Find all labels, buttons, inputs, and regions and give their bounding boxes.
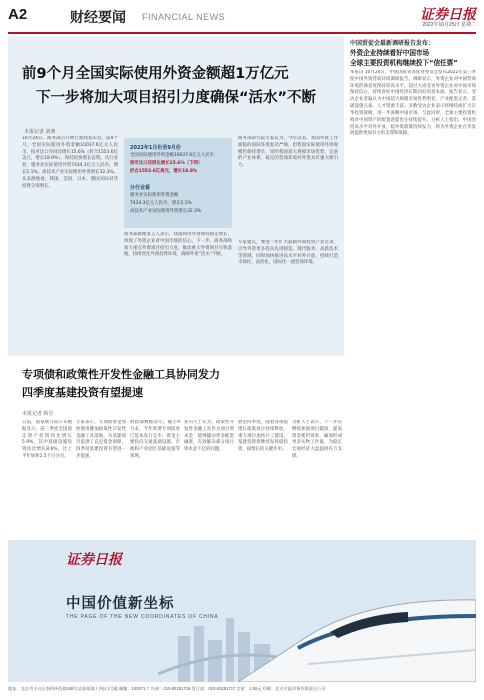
page-header <box>8 4 476 30</box>
lead-body-col4: 专家建议，要进一步扩大鼓励外商投资产业目录，引导外资更多投向先进制造、现代服务、高新技术等领域，同时加快推进高水平对外开放，持续打造市场化、法治化、国际化一流营商环境。 <box>238 240 338 266</box>
header-divider <box>8 32 476 34</box>
sidebar-headline-line1: 外资企业持续看好中国市场 <box>350 49 430 57</box>
sidebar-body: 本报讯 10月24日，中国国际贸易促进委员会发布2022年第三季度中国外资营商环境调研报告。调研显示，外资企业对中国营商环境的满意度保持较高水平，超过九成受访外资企业对中国市场保持信心，持续看好中国经济长期向好的基本面。报告显示，受访企业普遍认为中国超大规模市场优势明显，产业配套完善，基础设施完备，人才资源丰富。多数受访企业表示将维持或扩大在华投资规模，进一步深耕中国市场。与此同时，全球主要投资机构对中国资产的配置意愿也在持续提升。分析人士指出，中国坚持高水平对外开放，稳外资政策持续发力，将为外资企业在华发展提供更加有力的支撑和保障。 <box>350 70 476 137</box>
infobox-line: 全国实际使用外资金额10037.6亿元人民币 <box>130 153 215 158</box>
lead-body-col2: 商务部新闻发言人表示，我国利用外资保持稳定增长，体现了外资企业对中国市场的信心。下一步，商务部将加大重点外资项目招引力度，推动重大外资项目尽快落地，持续优化外商投资环境，确保外资“活水”不断。 <box>124 232 232 258</box>
ad-headline: 中国价值新坐标 <box>66 596 175 612</box>
lead-headline-line2: 下一步将加大项目招引力度确保“活水”不断 <box>36 90 317 106</box>
data-highlight-box <box>124 138 232 228</box>
ad-masthead-logo: 证券日报 <box>66 552 122 568</box>
second-body-col1: 日前，国家统计局公布数据显示，前三季度全国固定资产投资同比增长5.9%，其中基础设施投资同比增长8.6%，比上半年加快1.5个百分点。 <box>22 420 72 460</box>
infobox-line: 7434.3亿元人民币，增长5.1% <box>130 201 192 206</box>
section-title: 财经要闻 <box>70 10 126 26</box>
sidebar-kicker: 中国贸促会最新调研报告发布： <box>350 40 435 47</box>
sidebar-headline-line2: 全球主要投资机构继续投下“信任票” <box>350 59 458 67</box>
train-illustration <box>238 600 476 682</box>
section-title-en: FINANCIAL NEWS <box>142 12 226 22</box>
lead-byline: 本报记者 刘萌 <box>24 129 56 135</box>
second-body-col4: 业内人士认为，政策性开发性金融工具作为项目资本金，能够撬动更多配套融资，有效解决部分项目资本金不足的问题。 <box>184 420 234 453</box>
infobox-line: 折合1553.6亿美元，增长18.9% <box>130 169 198 174</box>
infobox-subheading: 分行业看 <box>130 185 151 191</box>
second-body-col2: 专家表示，专项债资金加快使用叠加政策性开发性金融工具落地，为基建项目提供了充足资金保障，四季度基建投资有望进一步提速。 <box>76 420 126 460</box>
infobox-line: 服务业实际使用外资金额 <box>130 193 179 198</box>
second-byline: 本报记者 韩昱 <box>22 411 54 417</box>
lead-body-col3: 商务部研究院专家认为，今年以来，我国外资工作面临的国际环境复杂严峻，但我国实际使用外资规模仍保持增长，说明我国超大规模市场优势、完备的产业体系、稳定的营商环境对外资具有强大吸引力。 <box>238 136 338 169</box>
issue-date: 2022年10月25日 星期二 <box>422 22 476 28</box>
infobox-line: 高技术产业实际使用外资增长32.3% <box>130 209 202 214</box>
infobox-heading: 2022年1月份至9月份 <box>130 145 181 151</box>
ad-subheadline: THE PAGE OF THE NEW COORDINATES OF CHINA <box>66 614 219 620</box>
second-headline-line1: 专项债和政策性开发性金融工具协同发力 <box>22 368 220 381</box>
page-number: A2 <box>8 6 28 23</box>
advertisement-banner <box>8 540 476 682</box>
second-body-col6: 分析人士表示，下一步应继续加强项目储备，提高资金使用效率，确保形成更多实物工作量，为稳定宏观经济大盘提供有力支撑。 <box>292 420 342 460</box>
page-footer: 地址：北京市丰台区南四环西路188号总部基地十四区1号楼 邮编：100071 广告部：010-83251716 发行部：010-83251717 定价：1.50元 印刷：北京京报印务有限责任公司 <box>8 686 326 691</box>
infobox-line: 按可比口径同比增长15.6%（下同） <box>130 161 203 166</box>
second-body-col3: 财政部数据显示，截至9月末，今年新增专项债券已基本发行完毕，资金主要投向交通基础设施、市政和产业园区基础设施等领域。 <box>130 420 180 460</box>
second-body-col5: 展望四季度，随着各项稳增长政策效应持续释放，重大项目加快开工建设，基建投资将继续发挥稳投资、稳增长的关键作用。 <box>238 420 288 453</box>
lead-headline-line1: 前9个月全国实际使用外资金额超1万亿元 <box>22 66 289 82</box>
lead-body-col1: 10月24日，商务部召开例行新闻发布会。前9个月，全国实际使用外资金额10037.6亿元人民币，按可比口径同比增长15.6%（折合1553.6亿美元，增长18.9%），保持较快增长态势。从行业看，服务业实际使用外资7434.3亿元人民币，增长5.1%，高技术产业实际使用外资增长32.3%。从来源地看，韩国、美国、日本、德国实际对华投资分别增长。 <box>22 136 118 189</box>
second-headline-line2: 四季度基建投资有望提速 <box>22 386 143 399</box>
masthead-logo: 证券日报 <box>420 7 476 23</box>
